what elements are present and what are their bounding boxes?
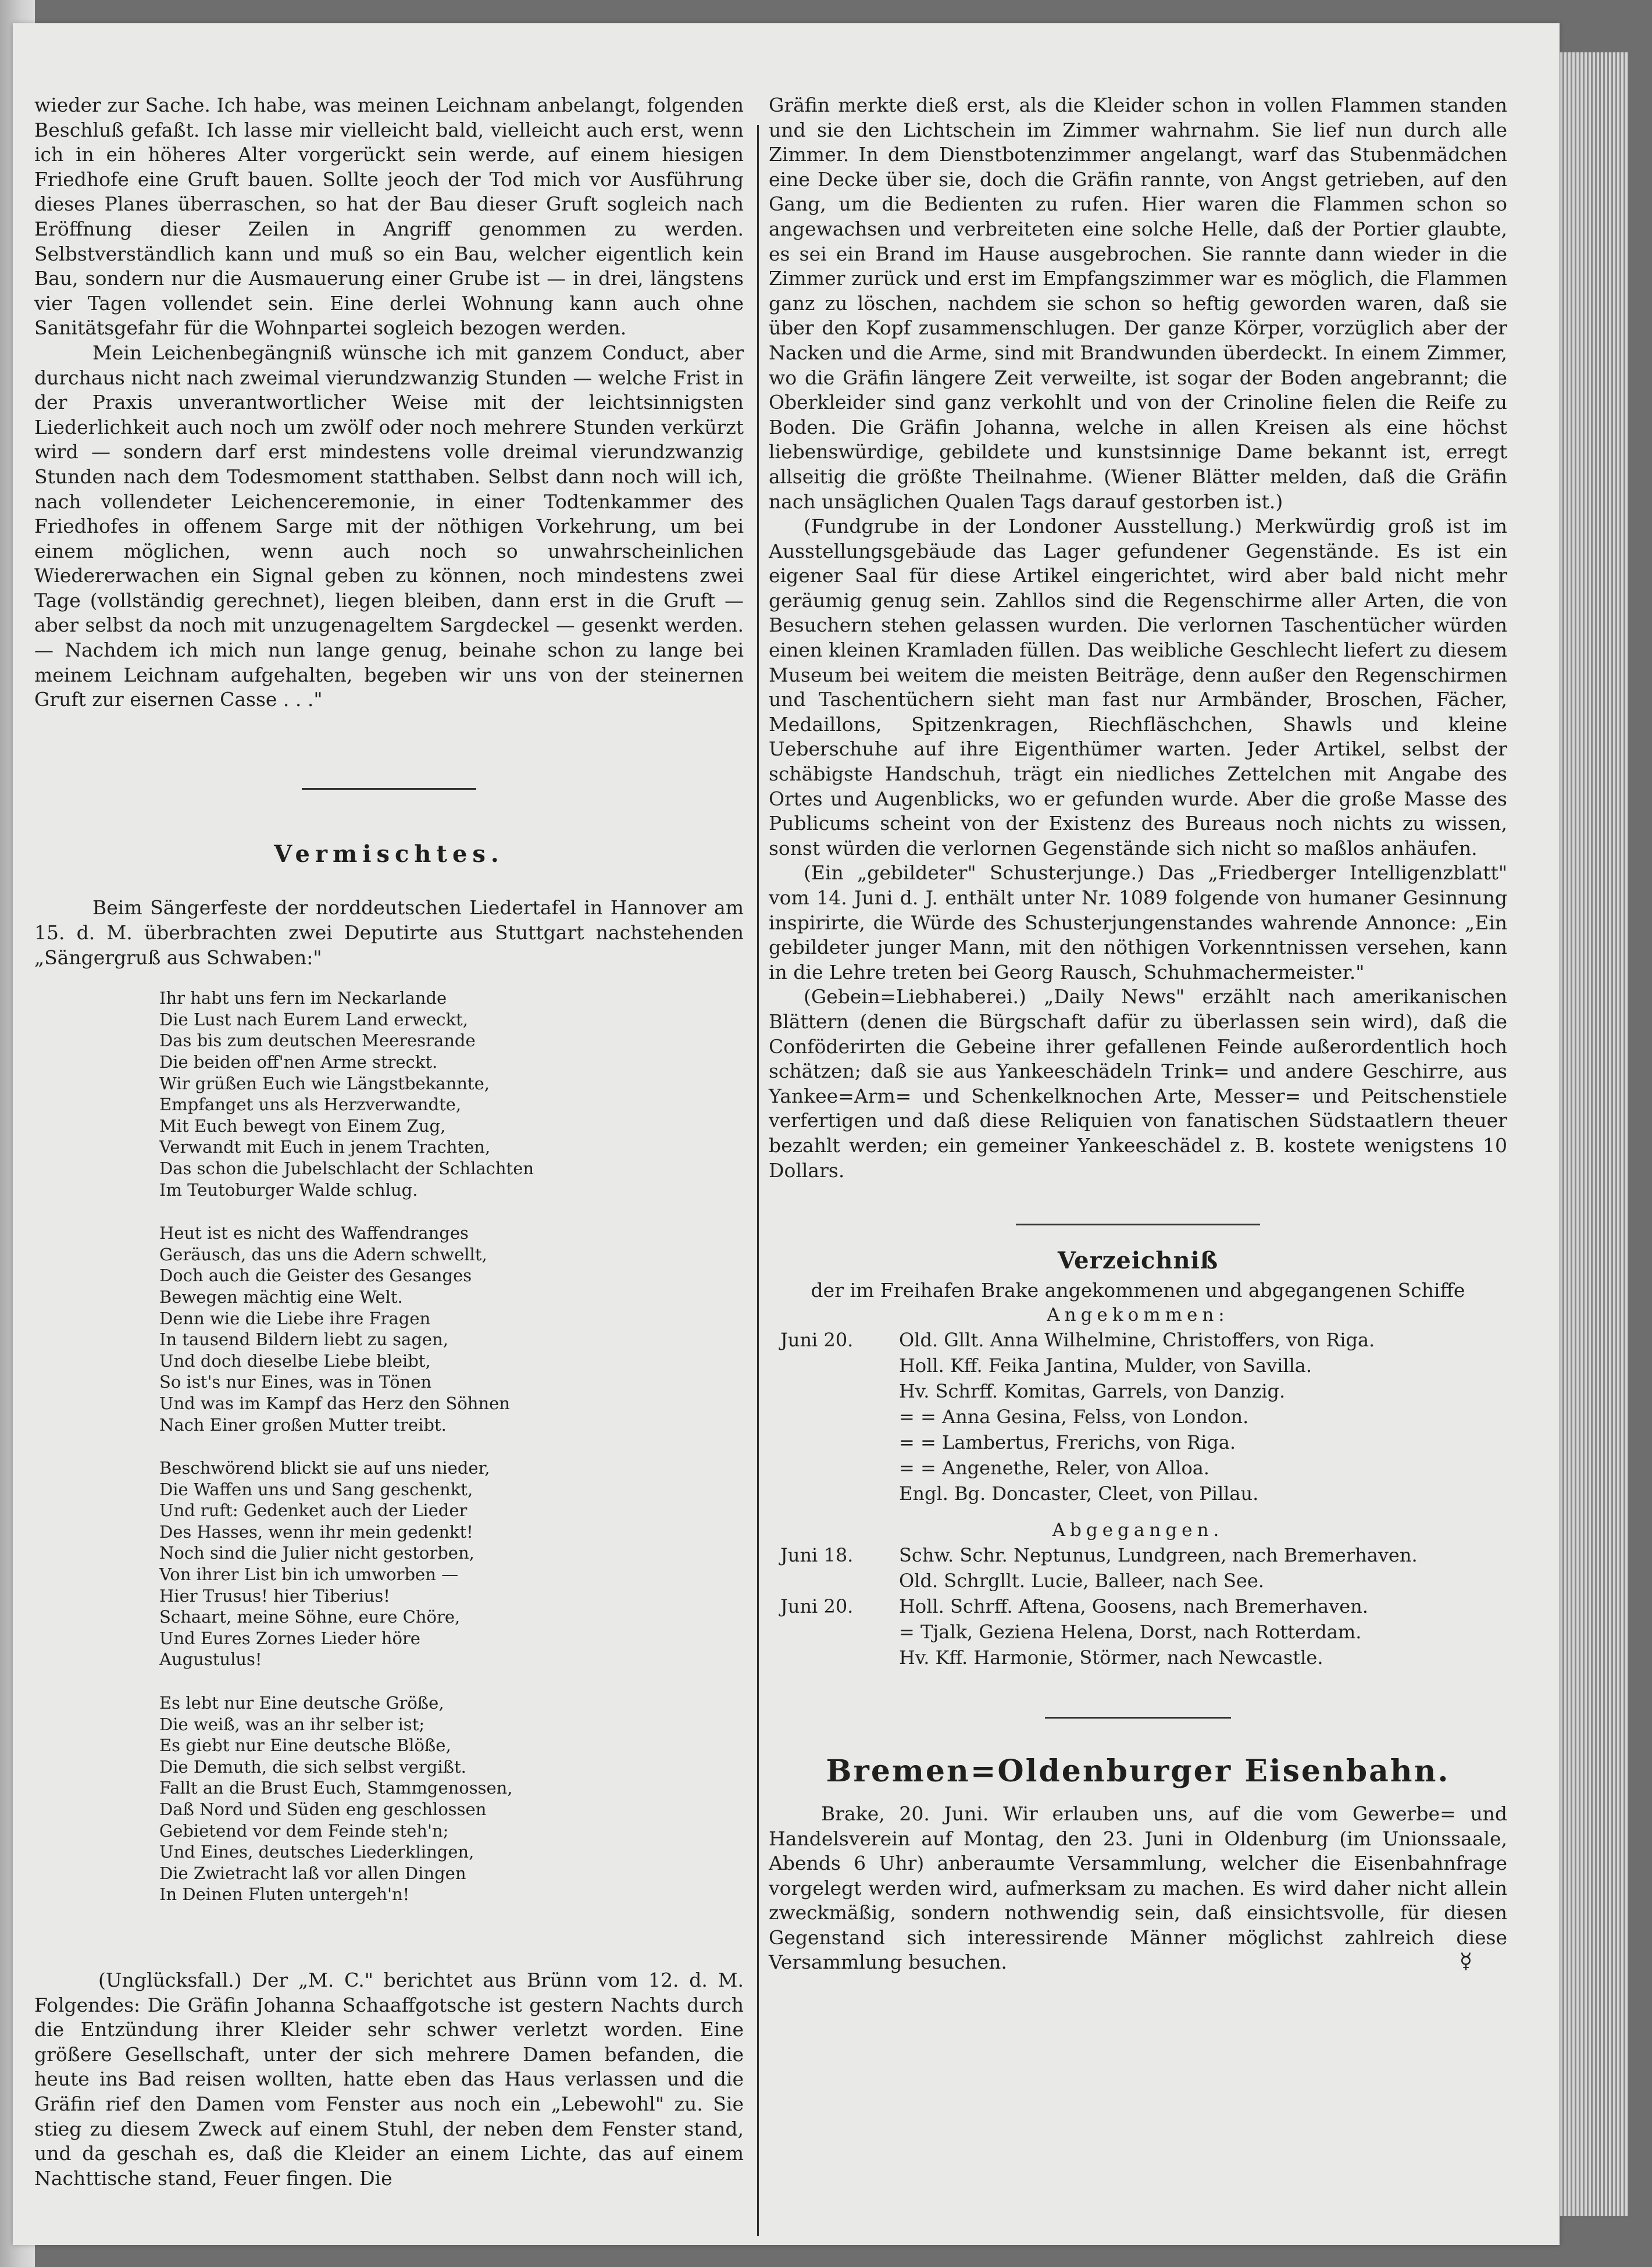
ship-date: Juni 20. xyxy=(780,1595,854,1618)
paragraph-graefin: Gräfin merkte dieß erst, als die Kleider schon in vollen Flammen standen und sie den Lichtschein im Zimmer wahrnahm. Sie lief nun durch alle Zimmer. In dem Dienstbotenzimmer angelangt, warf das Stubenmädchen eine Decke über sie, doch die Gräfin rannte, von Angst getrieben, auf den Gang, um die Bedienten zu rufen. Hier waren die Flammen schon so angewachsen und verbreiteten eine solche Helle, daß der Portier glaubte, es sei ein Brand im Hause ausgebrochen. Sie rannte dann wieder in die Zimmer zurück und erst im Empfangszimmer war es möglich, die Flammen ganz zu löschen, nachdem sie schon so heftig geworden waren, daß sie über den Kopf zusammenschlugen. Der ganze Körper, vorzüglich aber der Nacken und die Arme, sind mit Brandwunden überdeckt. In einem Zimmer, wo die Gräfin längere Zeit verweilte, ist sogar der Boden angebrannt; die Oberkleider sind ganz verkohlt und von der Crinoline fielen die Reife zu Boden. Die Gräfin Johanna, welche in allen Kreisen als eine höchst liebenswürdige, gebildete und kunstsinnige Dame bekannt ist, erregt allseitig die größte Theilnahme. (Wiener Blätter melden, daß die Gräfin nach unsäglichen Qualen Tags darauf gestorben ist.) xyxy=(769,94,1507,513)
ship-row xyxy=(780,1481,1383,1506)
poem-line: Das bis zum deutschen Meeresrande xyxy=(159,1031,476,1051)
paragraph-versammlung: Brake, 20. Juni. Wir erlauben uns, auf die vom Gewerbe= und Handelsverein auf Montag, den 23. Juni in Oldenburg (im Unionssaale, Abends 6 Uhr) anberaumte Versammlung, welcher die Eisenbahnfrage vorgelegt werden wird, aufmerksam zu machen. Es wird daher nicht allein zweckmäßig, sondern nothwendig sein, daß einsichtsvolle, für diesen Gegenstand sich interessirende Männer möglichst zahlreich diese Versammlung besuchen. xyxy=(769,1802,1507,1974)
right-column xyxy=(769,93,1507,1973)
ship-date: Juni 20. xyxy=(780,1329,854,1352)
poem-line: Augustulus! xyxy=(159,1649,262,1670)
poem-line: Das schon die Jubelschlacht der Schlachten xyxy=(159,1158,534,1178)
poem-line: Nach Einer großen Mutter treibt. xyxy=(159,1414,447,1435)
ship-row xyxy=(780,1594,1426,1619)
departed-ships-table xyxy=(780,1542,1426,1670)
poem-line: Empfanget uns als Herzverwandte, xyxy=(159,1095,462,1115)
ship-row xyxy=(780,1378,1383,1404)
ship-date xyxy=(780,1430,899,1455)
list-heading-verzeichniss: Verzeichniß xyxy=(1057,1247,1219,1275)
ship-date xyxy=(780,1378,899,1404)
poem-line: Und Eures Zornes Lieder höre xyxy=(159,1628,420,1648)
poem-line: Bewegen mächtig eine Welt. xyxy=(159,1286,403,1307)
poem-line: Die Waffen uns und Sang geschenkt, xyxy=(159,1479,473,1499)
ship-row xyxy=(780,1327,1383,1353)
newspaper-page xyxy=(13,23,1560,2245)
ship-entry: Old. Schrgllt. Lucie, Balleer, nach See. xyxy=(899,1570,1264,1592)
paragraph-schusterjunge: (Ein „gebildeter" Schusterjunge.) Das „Friedberger Intelligenzblatt" vom 14. Juni d. J. enthält unter Nr. 1089 folgende von humaner Gesinnung inspirirte, die Würde des Schusterjungenstandes wahrende Annonce: „Ein gebildeter junger Mann, mit den nöthigen Vorkenntnissen versehen, kann in die Lehre treten bei Georg Rausch, Schuhmachermeister." xyxy=(769,861,1507,983)
ship-entry: Holl. Kff. Feika Jantina, Mulder, von Savilla. xyxy=(899,1355,1312,1377)
ship-date xyxy=(780,1353,899,1378)
ship-row xyxy=(780,1619,1426,1645)
ship-row xyxy=(780,1568,1426,1594)
ship-date xyxy=(780,1645,899,1670)
ship-entry: Hv. Schrff. Komitas, Garrels, von Danzig. xyxy=(899,1380,1286,1403)
poem-line: Und Eines, deutsches Liederklingen, xyxy=(159,1842,474,1862)
poem-line: Fallt an die Brust Euch, Stammgenossen, xyxy=(159,1778,513,1798)
poem-line: Im Teutoburger Walde schlug. xyxy=(159,1179,418,1200)
ship-row xyxy=(780,1430,1383,1455)
ship-entry: = = Angenethe, Reler, von Alloa. xyxy=(899,1457,1209,1480)
poem-line: Wir grüßen Euch wie Längstbekannte, xyxy=(159,1073,490,1093)
ship-date xyxy=(780,1455,899,1481)
poem-line: Die beiden off'nen Arme streckt. xyxy=(159,1052,438,1072)
poem-line: Es lebt nur Eine deutsche Größe, xyxy=(159,1693,444,1713)
ship-entry: = Tjalk, Geziena Helena, Dorst, nach Rotterdam. xyxy=(899,1621,1362,1644)
poem-line: Heut ist es nicht des Waffendranges xyxy=(159,1223,469,1243)
poem-line: Die Demuth, die sich selbst vergißt. xyxy=(159,1756,466,1777)
ship-row xyxy=(780,1404,1383,1430)
ship-date xyxy=(780,1404,899,1430)
ship-row xyxy=(780,1455,1383,1481)
heading-eisenbahn: Bremen=Oldenburger Eisenbahn. xyxy=(826,1753,1450,1790)
poem-line: Schaart, meine Söhne, eure Chöre, xyxy=(159,1607,461,1627)
poem-stanza xyxy=(34,988,744,1200)
ship-date xyxy=(780,1568,899,1594)
poem-line: Und ruft: Gedenket auch der Lieder xyxy=(159,1500,468,1521)
paragraph-fundgrube: (Fundgrube in der Londoner Ausstellung.) Merkwürdig groß ist im Ausstellungsgebäude das Lager gefundener Gegenstände. Es ist ein eigener Saal für diese Artikel eingerichtet, wird aber bald nicht mehr geräumig genug sein. Zahllos sind die Regenschirme aller Arten, die von Besuchern stehen gelassen wurden. Die verlornen Taschentücher würden einen kleinen Kramladen füllen. Das weibliche Geschlecht liefert zu diesem Museum bei weitem die meisten Beiträge, denn außer den Regenschirmen und Taschentüchern sieht man fast nur Armbänder, Broschen, Fächer, Medaillons, Spitzenkragen, Riechfläschchen, Shawls und kleine Ueberschuhe auf ihre Eigenthümer warten. Jeder Artikel, selbst der schäbigste Handschuh, trägt ein niedliches Zettelchen mit Angabe des Ortes und Augenblicks, wo er gefunden wurde. Aber die große Masse des Publicums scheint von der Existenz des Bureaus noch nichts zu wissen, sonst würden die verlornen Gegenstände sich nicht so maßlos anhäufen. xyxy=(769,515,1507,860)
poem-line: Daß Nord und Süden eng geschlossen xyxy=(159,1799,487,1819)
poem-line: Mit Euch bewegt von Einem Zug, xyxy=(159,1115,446,1136)
paragraph-gebein: (Gebein=Liebhaberei.) „Daily News" erzählt nach amerikanischen Blättern (denen die Bürgschaft dafür zu überlassen sein wird), daß die Conföderirten die Gebeine ihrer gefallenen Feinde außerordentlich hoch schätzen; daß sie aus Yankeeschädeln Trink= und andere Geschirre, aus Yankee=Arm= und Schenkelknochen Arte, Messer= und Peitschenstiele verfertigen und daß diese Reliquien von fanatischen Südstaatlern theuer bezahlt werden; ein gemeiner Yankeeschädel z. B. kostete wenigstens 10 Dollars. xyxy=(769,985,1507,1182)
departed-label: Abgegangen. xyxy=(1052,1520,1224,1541)
poem-line: Die Zwietracht laß vor allen Dingen xyxy=(159,1863,466,1883)
poem-stanza xyxy=(34,1692,744,1905)
poem-line: Verwandt mit Euch in jenem Trachten, xyxy=(159,1137,491,1157)
poem-line: Hier Trusus! hier Tiberius! xyxy=(159,1585,390,1606)
paragraph-saengerfest: Beim Sängerfeste der norddeutschen Liedertafel in Hannover am 15. d. M. überbrachten zwei Deputirte aus Stuttgart nachstehenden „Sängergruß aus Schwaben:" xyxy=(34,896,744,969)
ship-date xyxy=(780,1619,899,1645)
paragraph-grave: wieder zur Sache. Ich habe, was meinen Leichnam anbelangt, folgenden Beschluß gefaßt. Ich lasse mir vielleicht bald, vielleicht auch erst, wenn ich in ein höheres Alter vorgerückt sein werde, auf einem hiesigen Friedhofe eine Gruft bauen. Sollte jeoch der Tod mich vor Ausführung dieses Planes überraschen, so hat der Bau dieser Gruft sogleich nach Eröffnung dieser Zeilen in Angriff genommen zu werden. Selbstverständlich kann und muß so ein Bau, welcher eigentlich kein Bau, sondern nur die Ausmauerung einer Grube ist — in drei, längstens vier Tagen vollendet sein. Eine derlei Wohnung kann auch ohne Sanitätsgefahr für die Wohnpartei sogleich bezogen werden. xyxy=(34,94,744,340)
poem-line: Es giebt nur Eine deutsche Blöße, xyxy=(159,1735,451,1756)
left-column xyxy=(34,93,744,2191)
ship-entry: Hv. Kff. Harmonie, Störmer, nach Newcastle. xyxy=(899,1646,1323,1669)
poem-line: Geräusch, das uns die Adern schwellt, xyxy=(159,1244,487,1264)
paragraph-ungluecksfall: (Unglücksfall.) Der „M. C." berichtet aus Brünn vom 12. d. M. Folgendes: Die Gräfin Johanna Schaaffgotsche ist gestern Nachts durch die Entzündung ihrer Kleider sehr schwer verletzt worden. Eine größere Gesellschaft, unter der sich mehrere Damen befanden, die heute ins Bad reisen wollten, hatte eben das Haus verlassen und die Gräfin rief den Damen vom Fenster aus noch ein „Lebewohl" zu. Sie stieg zu diesem Zweck auf einem Stuhl, der neben dem Fenster stand, und da geschah es, daß die Kleider an einem Lichte, das auf einem Nachttische stand, Feuer fingen. Die xyxy=(34,1968,744,2190)
ship-entry: Old. Gllt. Anna Wilhelmine, Christoffers, von Riga. xyxy=(899,1329,1375,1352)
poem-line: Beschwörend blickt sie auf uns nieder, xyxy=(159,1458,490,1478)
poem-line: Noch sind die Julier nicht gestorben, xyxy=(159,1543,474,1563)
list-subheading: der im Freihafen Brake angekommenen und abgegangenen Schiffe xyxy=(811,1278,1465,1302)
poem-line: So ist's nur Eines, was in Tönen xyxy=(159,1372,432,1392)
ship-row xyxy=(780,1645,1426,1670)
ship-date: Juni 18. xyxy=(780,1544,854,1567)
arrived-label: Angekommen: xyxy=(1047,1304,1229,1326)
poem-line: Die weiß, was an ihr selber ist; xyxy=(159,1714,425,1734)
ship-entry: Holl. Schrff. Aftena, Goosens, nach Bremerhaven. xyxy=(899,1595,1368,1618)
poem-line: Gebietend vor dem Feinde steh'n; xyxy=(159,1820,449,1841)
column-divider xyxy=(757,125,759,2236)
poem-line: Denn wie die Liebe ihre Fragen xyxy=(159,1308,431,1328)
poem-line: Und doch dieselbe Liebe bleibt, xyxy=(159,1350,431,1371)
ship-entry: = = Anna Gesina, Felss, von London. xyxy=(899,1406,1249,1428)
section-heading-vermischtes: Vermischtes. xyxy=(274,840,504,868)
poem-line: Von ihrer List bin ich umworben — xyxy=(159,1564,459,1585)
poem-line: Und was im Kampf das Herz den Söhnen xyxy=(159,1393,510,1413)
arrived-ships-table xyxy=(780,1327,1383,1506)
poem-stanza xyxy=(34,1222,744,1435)
poem-line: Des Hasses, wenn ihr mein gedenkt! xyxy=(159,1521,473,1542)
poem-line: In tausend Bildern liebt zu sagen, xyxy=(159,1329,448,1350)
poem-saengergruss xyxy=(34,988,744,1905)
ship-date xyxy=(780,1481,899,1506)
poem-line: Die Lust nach Eurem Land erweckt, xyxy=(159,1009,468,1029)
poem-line: Doch auch die Geister des Gesanges xyxy=(159,1266,472,1286)
ship-row xyxy=(780,1353,1383,1378)
poem-line: Ihr habt uns fern im Neckarlande xyxy=(159,988,447,1008)
paragraph-funeral: Mein Leichenbegängniß wünsche ich mit ganzem Conduct, aber durchaus nicht nach zweimal vierundzwanzig Stunden — welche Frist in der Praxis unverantwortlicher Weise mit der leichtsinnigsten Liederlichkeit auch noch um zwölf oder noch mehrere Stunden verkürzt wird — sondern darf erst mindestens volle dreimal vierundzwanzig Stunden nach dem Todesmoment statthaben. Selbst dann noch will ich, nach vollendeter Leichenceremonie, in einer Todtenkammer des Friedhofes in offenem Sarge mit der nöthigen Vorkehrung, um bei einem möglichen, wenn auch noch so unwahrscheinlichen Wiedererwachen ein Signal geben zu können, noch mindestens zwei Tage (vollständig gerechnet), liegen bleiben, dann erst in die Gruft — aber selbst da noch mit unzugenageltem Sargdeckel — gesenkt werden. — Nachdem ich mich nun lange genug, beinahe schon zu lange bei meinem Leichnam aufgehalten, begeben wir uns von der steinernen Gruft zur eisernen Casse . . ." xyxy=(34,341,744,711)
ship-row xyxy=(780,1542,1426,1568)
end-mark: ☿ xyxy=(1459,1949,1472,1974)
poem-stanza xyxy=(34,1457,744,1670)
ship-entry: = = Lambertus, Frerichs, von Riga. xyxy=(899,1431,1236,1454)
ship-entry: Engl. Bg. Doncaster, Cleet, von Pillau. xyxy=(899,1482,1259,1505)
page-stack-edge xyxy=(1558,52,1628,2216)
poem-line: In Deinen Fluten untergeh'n! xyxy=(159,1884,410,1905)
ship-entry: Schw. Schr. Neptunus, Lundgreen, nach Bremerhaven. xyxy=(899,1544,1418,1567)
